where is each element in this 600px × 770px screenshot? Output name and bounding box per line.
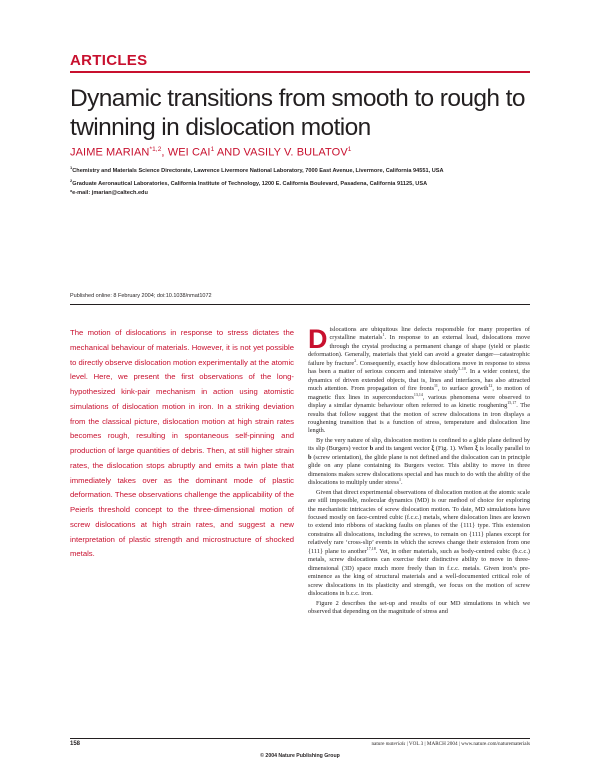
affiliation-mark: 2 bbox=[70, 177, 73, 183]
affiliation-2 bbox=[70, 176, 540, 189]
body-paragraph bbox=[308, 489, 530, 599]
text-run: Given that direct experimental observations of dislocation motion at the atomic scale are still impossible, molecular dynamics (MD) is our method of choice for exploring the mechanistic intricacies of screw dislocation motion. To date, MD simulations have focused mostly on face-centred cubic (f.c.c.) metals, where dislocation lines are known to extend into ribbons of stacking faults on planes of the {111} type. This extension constrains all dislocations, including the screws, to remain on {111} planes except for relatively rare ‘cross-slip’ events in which the screws change their extension from one {111} plane to another bbox=[308, 488, 530, 555]
body-paragraph: Figure 2 describes the set-up and results of our MD simulations in which we observed that depending on the magnitude of stress and bbox=[308, 599, 530, 615]
journal-name: nature bbox=[371, 741, 385, 747]
vector-symbol: b bbox=[308, 453, 312, 461]
text-run: (screw orientation), the glide plane is not defined and the dislocation can in principle glide on any plane containing its Burgers vector. This ability to move in three dimensions makes screw dislocations special and has much to do with the ability of the dislocations to multiply under stress bbox=[308, 453, 530, 487]
affiliation-mark: 1 bbox=[70, 165, 73, 170]
page-number: 158 bbox=[70, 741, 81, 747]
affiliation-text: Graduate Aeronautical Laboratories, California Institute of Technology, 1200 E. California Boulevard, Pasadena, California 91125, USA bbox=[72, 180, 428, 187]
footer-divider bbox=[70, 738, 530, 739]
section-divider bbox=[70, 71, 530, 73]
publication-divider bbox=[70, 304, 530, 305]
body-paragraph bbox=[308, 326, 530, 436]
correspondence-email: *e-mail: jmarian@caltech.edu bbox=[70, 189, 148, 196]
journal-subtitle: materials bbox=[385, 741, 406, 747]
author-separator: AND bbox=[214, 146, 244, 159]
citation: 1 bbox=[382, 332, 385, 338]
text-run: . Consequently, exactly how dislocations move in response to stress has been a matter of serious concern and intensive study bbox=[308, 359, 530, 376]
text-run: . In a wider context, the dynamics of driven extended objects, that is, lines and interfaces, has also attracted much attention. From propagation of fire fronts bbox=[308, 368, 531, 393]
citation: 11 bbox=[434, 383, 438, 389]
drop-cap: D bbox=[308, 324, 328, 354]
affiliation-text: Chemistry and Materials Science Directorate, Lawrence Livermore National Laboratory, 7000 East Avenue, Livermore, California 94551, USA bbox=[72, 167, 444, 174]
author-name: VASILY V. BULATOV bbox=[243, 146, 348, 159]
author-name: JAIME MARIAN bbox=[70, 146, 150, 159]
text-run: . Yet, in other materials, such as body-centred cubic (b.c.c.) metals, screw dislocations can exercise their distinctive ability to move in three-dimensional (3D) space much more freely than in f.c.c. metals. Given iron’s pre-eminence as the king of structural materials and a well-documented critical role of screw dislocations in its plasticity and strength, we focus on the motion of screw dislocations in b.c.c. iron. bbox=[308, 547, 530, 598]
text-run: is locally parallel to bbox=[477, 445, 530, 453]
text-run: (Fig. 1). When bbox=[434, 445, 476, 453]
article-title: Dynamic transitions from smooth to rough to twinning in dislocation motion bbox=[70, 85, 525, 141]
citation: 1 bbox=[398, 477, 401, 483]
citation: 13,14 bbox=[413, 391, 423, 397]
text-run: . In response to an external load, dislocations move through the crystal producing a permanent change of shape (yield or plastic deformation). Generally, materials that yield can avoid a greater danger—catastrophic failure by fracture bbox=[308, 334, 530, 367]
copyright: © 2004 Nature Publishing Group bbox=[260, 753, 340, 759]
affiliation-1 bbox=[70, 163, 540, 176]
author-separator: , bbox=[161, 146, 168, 159]
publication-info: Published online: 8 February 2004; doi:10.1038/nmat1072 bbox=[70, 293, 212, 299]
author-list bbox=[70, 146, 351, 159]
vector-symbol: ξ bbox=[431, 445, 435, 453]
author-affiliation-mark: *1,2 bbox=[149, 146, 162, 153]
journal-citation bbox=[371, 741, 530, 747]
citation: 12 bbox=[488, 383, 493, 389]
vector-symbol: b bbox=[369, 445, 374, 453]
text-run: , to motion of magnetic flux lines in superconductors bbox=[308, 385, 530, 401]
text-run: islocations are ubiquitous line defects responsible for many properties of crystalline materials bbox=[329, 326, 530, 342]
author-affiliation-mark: 1 bbox=[210, 146, 215, 153]
text-run: . The results that follow suggest that the motion of screw dislocations in iron displays a roughening transition that is a function of stress, temperature and dislocation line length. bbox=[308, 402, 530, 435]
text-run: . bbox=[400, 479, 403, 487]
author-affiliation-mark: 1 bbox=[347, 146, 352, 153]
affiliations bbox=[70, 163, 540, 198]
citation: 3–10 bbox=[457, 366, 466, 372]
text-run: , to surface growth bbox=[437, 385, 489, 393]
body-paragraph bbox=[308, 437, 530, 488]
citation: 2 bbox=[354, 357, 357, 363]
abstract: The motion of dislocations in response to stress dictates the mechanical behaviour of materials. However, it is not yet possible to directly observe dislocation motion experimentally at the atomic level. Here, we present the first observations of the long-hypothesized kink-pair mechanism in action using atomistic simulations of dislocation motion in iron. In a striking deviation from the classical picture, dislocation motion at high strain rates becomes rough, resulting in spontaneous self-pinning and production of large quantities of debris. Then, at still higher strain rates, the dislocation stops abruptly and emits a twin plate that immediately takes over as the dominant mode of plastic deformation. These observations challenge the applicability of the Peierls threshold concept to the three-dimensional motion of screw dislocations at high strain rates, and suggest a new interpretation of plastic strength and microstructure of shocked metals. bbox=[70, 328, 294, 559]
body-text bbox=[308, 326, 530, 617]
author-name: WEI CAI bbox=[167, 146, 211, 159]
journal-issue: | VOL 3 | MARCH 2004 | www.nature.com/naturematerials bbox=[405, 741, 530, 747]
vector-symbol: ξ bbox=[475, 445, 478, 453]
citation: 15,17 bbox=[507, 399, 517, 405]
section-label: ARTICLES bbox=[70, 52, 148, 69]
text-run: By the very nature of slip, dislocation motion is confined to a glide plane defined by its slip (Burgers) vector bbox=[308, 436, 530, 453]
citation: 17,18 bbox=[366, 545, 376, 551]
text-run: , various phenomena were observed to display a similar dynamic behaviour often referred to as kinetic roughening bbox=[308, 393, 531, 410]
text-run: and its tangent vector bbox=[373, 445, 432, 453]
